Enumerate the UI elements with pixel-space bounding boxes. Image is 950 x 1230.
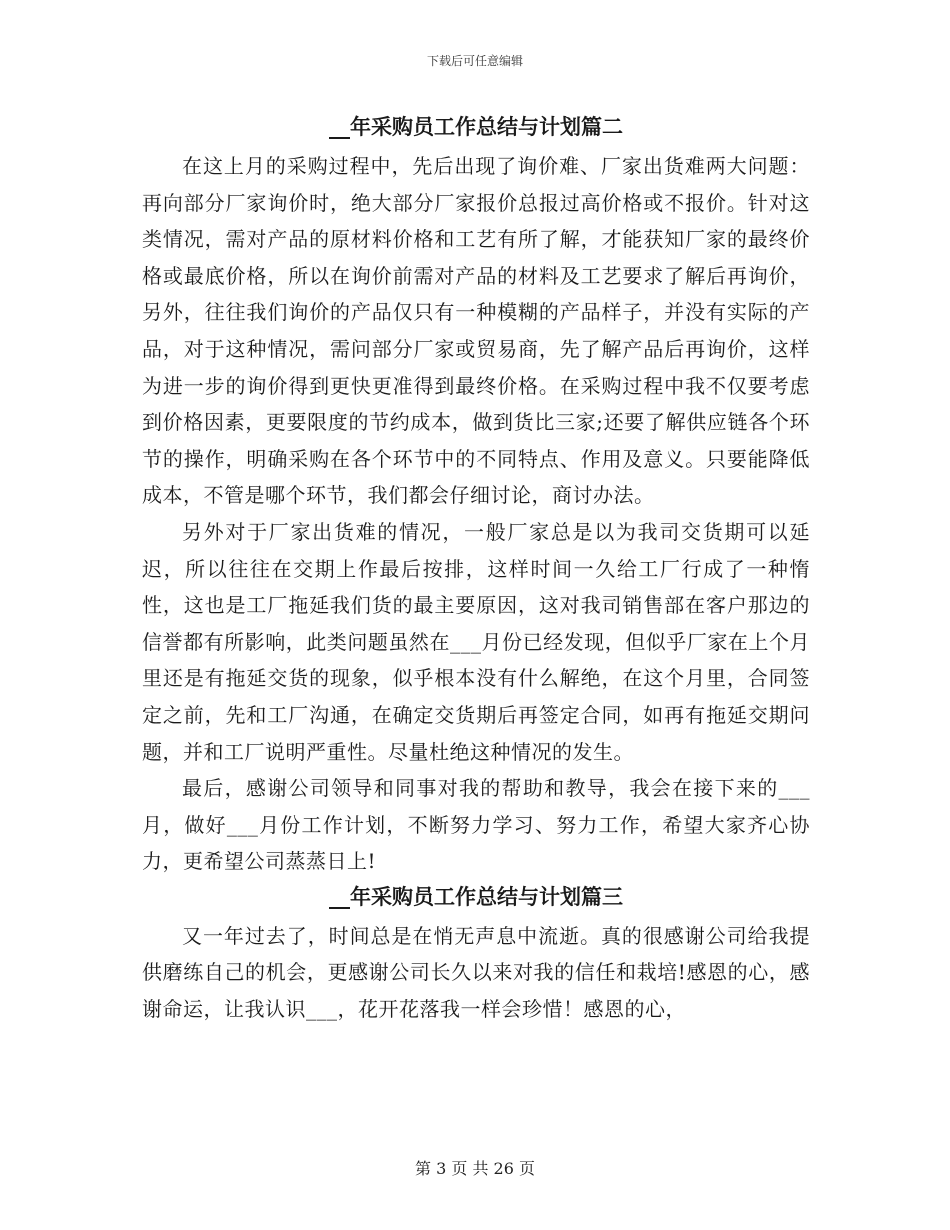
paragraph: 又一年过去了，时间总是在悄无声息中流逝。真的很感谢公司给我提供磨练自己的机会，更感谢公司长久以来对我的信任和栽培!感恩的心，感谢命运，让我认识___，花开花落我一样会珍惜！感恩的心，	[142, 923, 810, 1022]
paragraph: 最后，感谢公司领导和同事对我的帮助和教导，我会在接下来的___月，做好___月份工作计划，不断努力学习、努力工作，希望大家齐心协力，更希望公司蒸蒸日上!	[142, 776, 810, 874]
header-note: 下载后可任意编辑	[426, 54, 523, 68]
page-number: 第 3 页 共 26 页	[415, 1159, 535, 1178]
paragraph: 在这上月的采购过程中，先后出现了询价难、厂家出货难两大问题：再向部分厂家询价时，绝大部分厂家报价总报过高价格或不报价。针对这类情况，需对产品的原材料价格和工艺有所了解，才能获知厂家的最终价格或最底价格，所以在询价前需对产品的材料及工艺要求了解后再询价，另外，往往我们询价的产品仅只有一种模糊的产品样子，并没有实际的产品，对于这种情况，需问部分厂家或贸易商，先了解产品后再询价，这样为进一步的询价得到更快更准得到最终价格。在采购过程中我不仅要考虑到价格因素，更要限度的节约成本，做到货比三家;还要了解供应链各个环节的操作，明确采购在各个环节中的不同特点、作用及意义。只要能降低成本，不管是哪个环节，我们都会仔细讨论，商讨办法。	[142, 154, 810, 508]
paragraph: 另外对于厂家出货难的情况，一般厂家总是以为我司交货期可以延迟，所以往往在交期上作最后按排，这样时间一久给工厂行成了一种惰性，这也是工厂拖延我们货的最主要原因，这对我司销售部在客户那边的信誉都有所影响，此类问题虽然在___月份已经发现，但似乎厂家在上个月里还是有拖延交货的现象，似乎根本没有什么解绝，在这个月里，合同签定之前，先和工厂沟通，在确定交货期后再签定合同，如再有拖延交期问题，并和工厂说明严重性。尽量杜绝这种情况的发生。	[142, 519, 810, 764]
section-title-2: __年采购员工作总结与计划篇二	[329, 114, 623, 139]
document-body	[142, 110, 810, 1028]
section-title-3: __年采购员工作总结与计划篇三	[329, 883, 623, 909]
